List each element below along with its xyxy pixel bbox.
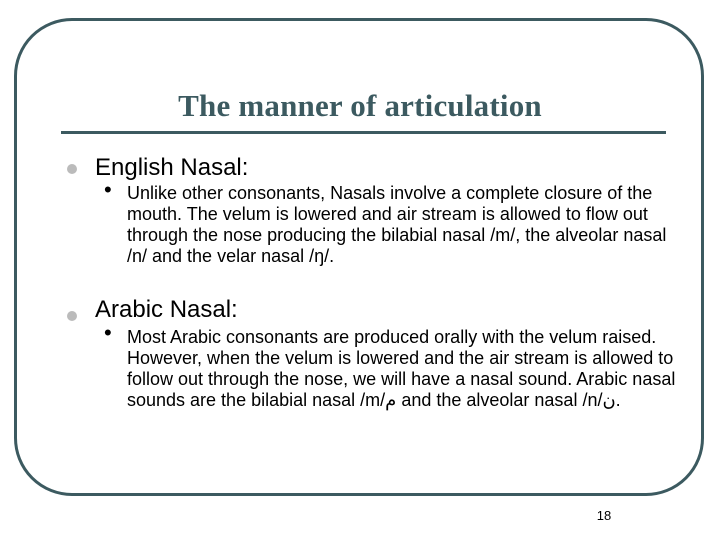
slide-title: The manner of articulation [178,88,542,123]
bullet-icon [67,311,77,321]
title-underline [61,131,666,134]
section-body-english: Unlike other consonants, Nasals involve a complete closure of the mouth. The velum is lowered and air stream is allowed to flow out through the nose producing the bilabial nasal /m/, the alveolar nasal /n/ and the velar nasal /ŋ/. [127,183,667,266]
section-body-arabic: Most Arabic consonants are produced orally with the velum raised. However, when the velum is lowered and the air stream is allowed to follow out through the nose, we will have a nasal sound. Arabic nasal sounds are the bilabial nasal /m/م and the alveolar nasal /n/ن. [127,327,676,410]
bullet-dot-icon: • [104,320,112,345]
bullet-icon [67,164,77,174]
page-number: 18 [596,508,612,523]
section-heading-arabic: Arabic Nasal: [95,296,238,323]
bullet-dot-icon: • [104,177,112,202]
section-heading-english: English Nasal: [95,154,249,181]
